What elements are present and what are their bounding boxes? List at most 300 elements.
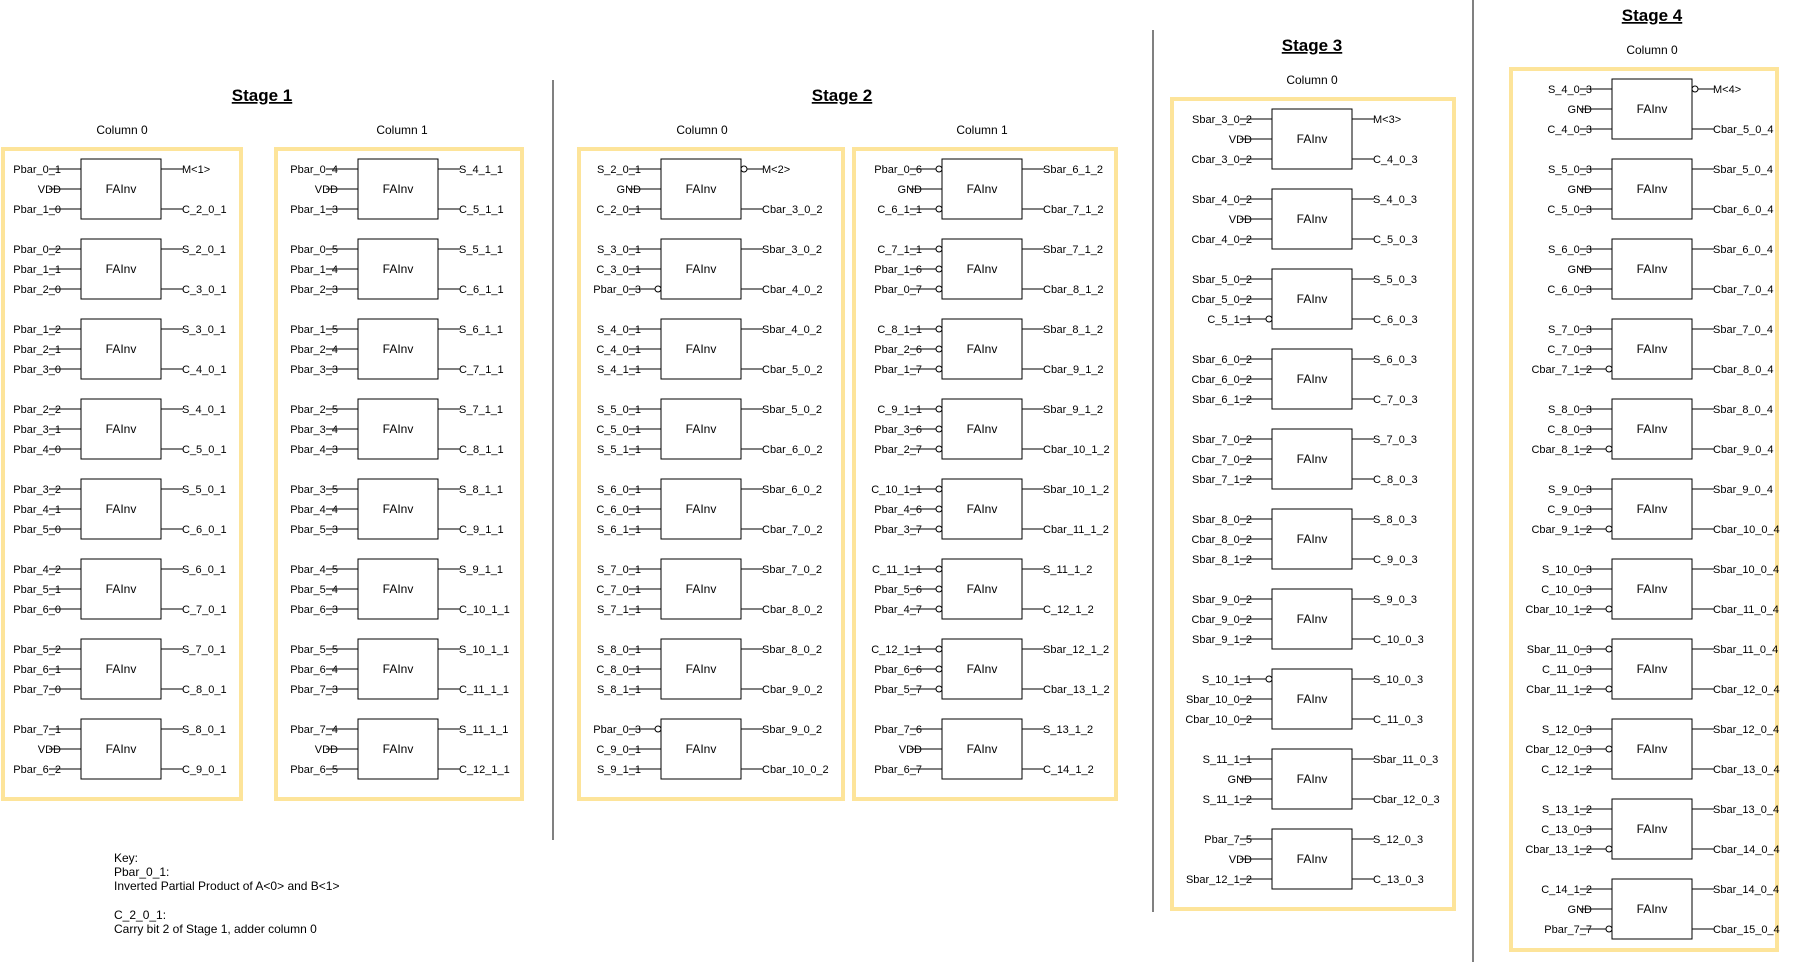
adder-block xyxy=(596,639,822,699)
input-label: Pbar_3_1 xyxy=(13,424,61,436)
input-label: Sbar_6_0_2 xyxy=(1192,354,1252,366)
input-label: Pbar_4_7 xyxy=(874,604,922,616)
adder-label: FAInv xyxy=(105,422,137,436)
input-label: S_6_1_1 xyxy=(596,524,641,536)
adder-label: FAInv xyxy=(1636,102,1668,116)
adder-block xyxy=(874,159,1103,219)
input-label: Pbar_0_1 xyxy=(13,164,61,176)
output-label: S_8_0_3 xyxy=(1373,514,1418,526)
input-label: VDD xyxy=(1228,134,1252,146)
inversion-bubble xyxy=(936,286,942,292)
output-label: Sbar_8_1_2 xyxy=(1043,324,1103,336)
adder-block xyxy=(1191,429,1417,489)
input-label: Pbar_6_7 xyxy=(874,764,922,776)
adder-block xyxy=(1191,189,1417,249)
input-label: C_5_1_1 xyxy=(1207,314,1252,326)
adder-block xyxy=(290,399,503,459)
output-label: S_9_0_3 xyxy=(1373,594,1418,606)
input-label: Pbar_4_0 xyxy=(13,444,61,456)
output-label: Sbar_6_1_2 xyxy=(1043,164,1103,176)
input-label: Pbar_7_5 xyxy=(1204,834,1252,846)
input-label: S_6_0_1 xyxy=(596,484,641,496)
stage-title-1: Stage 1 xyxy=(231,86,293,105)
input-label: Pbar_2_2 xyxy=(13,404,61,416)
output-label: C_7_0_1 xyxy=(182,604,227,616)
input-label: Cbar_10_1_2 xyxy=(1525,604,1592,616)
input-label: Pbar_0_7 xyxy=(874,284,922,296)
output-label: S_11_1_2 xyxy=(1043,564,1093,576)
inversion-bubble xyxy=(1266,316,1272,322)
adder-block xyxy=(1525,799,1779,859)
input-label: Sbar_5_0_2 xyxy=(1192,274,1252,286)
input-label: C_13_0_3 xyxy=(1541,824,1592,836)
output-label: C_6_0_1 xyxy=(182,524,227,536)
output-label: Sbar_8_0_2 xyxy=(762,644,822,656)
input-label: Pbar_4_3 xyxy=(290,444,338,456)
adder-block xyxy=(874,399,1109,459)
adder-block xyxy=(1191,269,1417,329)
input-label: Pbar_4_1 xyxy=(13,504,61,516)
input-label: Sbar_11_0_3 xyxy=(1526,644,1592,656)
adder-label: FAInv xyxy=(1296,852,1328,866)
adder-label: FAInv xyxy=(1636,422,1668,436)
adder-block xyxy=(1191,349,1417,409)
stage-title-3: Stage 3 xyxy=(1281,36,1343,55)
adder-block xyxy=(596,399,822,459)
inversion-bubble xyxy=(936,366,942,372)
input-label: S_7_1_1 xyxy=(596,604,641,616)
output-label: C_8_1_1 xyxy=(459,444,504,456)
input-label: C_8_1_1 xyxy=(877,324,922,336)
output-label: Sbar_10_1_2 xyxy=(1043,484,1110,496)
input-label: Sbar_3_0_2 xyxy=(1192,114,1252,126)
adder-label: FAInv xyxy=(1636,902,1668,916)
output-label: S_10_1_1 xyxy=(459,644,510,656)
adder-block xyxy=(596,319,822,379)
input-label: Pbar_6_5 xyxy=(290,764,338,776)
inversion-bubble xyxy=(936,206,942,212)
input-label: Cbar_11_1_2 xyxy=(1526,684,1592,696)
output-label: Sbar_3_0_2 xyxy=(762,244,822,256)
inversion-bubble xyxy=(936,406,942,412)
adder-label: FAInv xyxy=(685,342,717,356)
inversion-bubble xyxy=(936,646,942,652)
adder-block xyxy=(1203,749,1440,809)
input-label: Sbar_8_1_2 xyxy=(1192,554,1252,566)
input-label: Sbar_8_0_2 xyxy=(1192,514,1252,526)
input-label: C_8_0_1 xyxy=(596,664,641,676)
stage-headers xyxy=(96,6,1682,137)
stage-title-4: Stage 4 xyxy=(1621,6,1683,25)
adder-block xyxy=(290,319,503,379)
inversion-bubble xyxy=(936,166,942,172)
input-label: C_8_0_3 xyxy=(1547,424,1592,436)
adder-label: FAInv xyxy=(382,342,414,356)
input-label: C_5_0_3 xyxy=(1547,204,1592,216)
input-label: Pbar_6_4 xyxy=(290,664,338,676)
input-label: S_5_1_1 xyxy=(596,444,641,456)
output-label: Cbar_11_0_4 xyxy=(1713,604,1779,616)
input-label: Pbar_6_0 xyxy=(13,604,61,616)
input-label: Pbar_3_0 xyxy=(13,364,61,376)
adder-block xyxy=(593,719,828,779)
stage-title-2: Stage 2 xyxy=(811,86,873,105)
input-label: GND xyxy=(1567,184,1592,196)
adder-label: FAInv xyxy=(1636,502,1668,516)
stage-2-column-title-1: Column 1 xyxy=(956,123,1008,137)
output-label: S_8_0_1 xyxy=(182,724,227,736)
inversion-bubble xyxy=(936,446,942,452)
adder-block xyxy=(1547,239,1773,299)
input-label: Pbar_3_6 xyxy=(874,424,922,436)
stage-3-column-title-0: Column 0 xyxy=(1286,73,1338,87)
adder-label: FAInv xyxy=(1636,662,1668,676)
input-label: Pbar_1_3 xyxy=(290,204,338,216)
input-label: GND xyxy=(1567,904,1592,916)
output-label: Sbar_9_1_2 xyxy=(1043,404,1103,416)
adder-label: FAInv xyxy=(382,262,414,276)
input-label: GND xyxy=(616,184,641,196)
output-label: Cbar_10_0_4 xyxy=(1713,524,1780,536)
output-label: Sbar_6_0_4 xyxy=(1713,244,1773,256)
adder-label: FAInv xyxy=(966,342,998,356)
input-label: Sbar_9_1_2 xyxy=(1192,634,1252,646)
input-label: VDD xyxy=(1228,214,1252,226)
adder-block xyxy=(1547,79,1773,139)
adder-block xyxy=(1526,639,1780,699)
key-heading: Key: xyxy=(114,851,139,865)
inversion-bubble xyxy=(1606,686,1612,692)
input-label: Pbar_7_0 xyxy=(13,684,61,696)
adder-label: FAInv xyxy=(685,262,717,276)
output-label: Cbar_7_1_2 xyxy=(1043,204,1104,216)
input-label: Sbar_6_1_2 xyxy=(1192,394,1252,406)
adder-block xyxy=(1191,509,1417,569)
adder-block xyxy=(290,719,510,779)
input-label: Pbar_0_2 xyxy=(13,244,61,256)
output-label: C_3_0_1 xyxy=(182,284,227,296)
adder-block xyxy=(13,559,226,619)
output-label: Cbar_8_0_4 xyxy=(1713,364,1774,376)
input-label: Pbar_4_6 xyxy=(874,504,922,516)
inversion-bubble xyxy=(655,286,661,292)
input-label: S_9_0_3 xyxy=(1547,484,1592,496)
inversion-bubble xyxy=(1606,926,1612,932)
output-label: C_10_0_3 xyxy=(1373,634,1424,646)
adder-label: FAInv xyxy=(966,262,998,276)
output-label: Sbar_13_0_4 xyxy=(1713,804,1780,816)
output-label: S_10_0_3 xyxy=(1373,674,1424,686)
input-label: S_2_0_1 xyxy=(596,164,641,176)
output-label: Sbar_10_0_4 xyxy=(1713,564,1780,576)
output-label: C_6_1_1 xyxy=(459,284,504,296)
output-label: Sbar_11_0_4 xyxy=(1713,644,1779,656)
input-label: Cbar_9_1_2 xyxy=(1531,524,1592,536)
output-label: C_11_0_3 xyxy=(1373,714,1423,726)
input-label: Pbar_7_6 xyxy=(874,724,922,736)
inversion-bubble xyxy=(1606,366,1612,372)
output-label: S_8_1_1 xyxy=(459,484,504,496)
key-term-1: Pbar_0_1: xyxy=(114,865,170,879)
input-label: Pbar_0_5 xyxy=(290,244,338,256)
input-label: VDD xyxy=(314,184,338,196)
adder-block xyxy=(596,559,822,619)
output-label: C_4_0_1 xyxy=(182,364,227,376)
input-label: Pbar_0_4 xyxy=(290,164,338,176)
output-label: S_11_1_1 xyxy=(459,724,509,736)
input-label: S_7_0_1 xyxy=(596,564,641,576)
adder-block xyxy=(13,319,226,379)
adder-block xyxy=(1531,479,1779,539)
output-label: S_7_1_1 xyxy=(459,404,504,416)
input-label: Pbar_3_7 xyxy=(874,524,922,536)
input-label: C_6_0_1 xyxy=(596,504,641,516)
output-label: Sbar_9_0_2 xyxy=(762,724,822,736)
adder-label: FAInv xyxy=(685,182,717,196)
adder-block xyxy=(872,559,1094,619)
input-label: Pbar_6_6 xyxy=(874,664,922,676)
input-label: Pbar_3_5 xyxy=(290,484,338,496)
output-label: C_7_0_3 xyxy=(1373,394,1418,406)
input-label: Sbar_7_0_2 xyxy=(1192,434,1252,446)
input-label: S_8_1_1 xyxy=(596,684,641,696)
output-label: Sbar_12_1_2 xyxy=(1043,644,1110,656)
adder-label: FAInv xyxy=(1296,612,1328,626)
output-label: Sbar_7_1_2 xyxy=(1043,244,1103,256)
output-label: Sbar_14_0_4 xyxy=(1713,884,1780,896)
adder-block xyxy=(1191,589,1423,649)
adder-label: FAInv xyxy=(966,422,998,436)
inversion-bubble xyxy=(741,166,747,172)
input-label: C_11_1_1 xyxy=(872,564,922,576)
input-label: S_11_1_1 xyxy=(1202,754,1252,766)
input-label: Cbar_7_1_2 xyxy=(1531,364,1592,376)
adder-block xyxy=(874,319,1103,379)
adder-block xyxy=(1191,109,1417,169)
output-label: C_6_0_3 xyxy=(1373,314,1418,326)
output-label: C_2_0_1 xyxy=(182,204,227,216)
adder-block xyxy=(871,479,1109,539)
output-label: Cbar_8_1_2 xyxy=(1043,284,1104,296)
input-label: Pbar_5_0 xyxy=(13,524,61,536)
inversion-bubble xyxy=(1606,446,1612,452)
adder-label: FAInv xyxy=(382,742,414,756)
inversion-bubble xyxy=(1606,746,1612,752)
adder-label: FAInv xyxy=(382,422,414,436)
output-label: Cbar_3_0_2 xyxy=(762,204,823,216)
input-label: GND xyxy=(1567,264,1592,276)
input-label: Pbar_2_0 xyxy=(13,284,61,296)
input-label: S_8_0_3 xyxy=(1547,404,1592,416)
input-label: Pbar_5_3 xyxy=(290,524,338,536)
input-label: C_6_1_1 xyxy=(877,204,922,216)
output-label: M<2> xyxy=(762,164,791,176)
input-label: Pbar_7_1 xyxy=(13,724,61,736)
input-label: Pbar_0_3 xyxy=(593,284,641,296)
output-label: S_4_1_1 xyxy=(459,164,504,176)
adder-label: FAInv xyxy=(105,742,137,756)
input-label: Cbar_7_0_2 xyxy=(1191,454,1252,466)
input-label: Pbar_0_6 xyxy=(874,164,922,176)
inversion-bubble xyxy=(936,666,942,672)
output-label: Cbar_10_0_2 xyxy=(762,764,829,776)
adder-block xyxy=(13,479,226,539)
input-label: Cbar_13_1_2 xyxy=(1525,844,1592,856)
input-label: Pbar_6_1 xyxy=(13,664,61,676)
adder-label: FAInv xyxy=(1296,772,1328,786)
input-label: VDD xyxy=(1228,854,1252,866)
input-label: S_8_0_1 xyxy=(596,644,641,656)
output-label: Cbar_14_0_4 xyxy=(1713,844,1780,856)
inversion-bubble xyxy=(936,346,942,352)
output-label: C_13_0_3 xyxy=(1373,874,1424,886)
adder-block xyxy=(290,159,503,219)
input-label: Pbar_5_7 xyxy=(874,684,922,696)
inversion-bubble xyxy=(1692,86,1698,92)
output-label: C_14_1_2 xyxy=(1043,764,1094,776)
input-label: C_7_1_1 xyxy=(877,244,922,256)
adder-block xyxy=(290,639,509,699)
output-label: S_3_0_1 xyxy=(182,324,227,336)
input-label: C_9_0_3 xyxy=(1547,504,1592,516)
adder-block xyxy=(1525,719,1779,779)
input-label: S_3_0_1 xyxy=(596,244,641,256)
adder-label: FAInv xyxy=(105,182,137,196)
output-label: C_10_1_1 xyxy=(459,604,510,616)
input-label: Pbar_3_3 xyxy=(290,364,338,376)
adder-label: FAInv xyxy=(1636,742,1668,756)
input-label: C_12_1_2 xyxy=(1541,764,1592,776)
input-label: Pbar_1_2 xyxy=(13,324,61,336)
input-label: Cbar_4_0_2 xyxy=(1191,234,1252,246)
input-label: Pbar_7_4 xyxy=(290,724,338,736)
input-label: Pbar_4_5 xyxy=(290,564,338,576)
adder-block xyxy=(1525,559,1779,619)
input-label: Pbar_4_2 xyxy=(13,564,61,576)
output-label: S_9_1_1 xyxy=(459,564,504,576)
input-label: C_4_0_3 xyxy=(1547,124,1592,136)
output-label: Cbar_9_0_2 xyxy=(762,684,823,696)
input-label: Pbar_1_0 xyxy=(13,204,61,216)
output-label: Sbar_7_0_4 xyxy=(1713,324,1773,336)
adder-block xyxy=(13,239,226,299)
input-label: S_12_0_3 xyxy=(1541,724,1592,736)
inversion-bubble xyxy=(655,726,661,732)
input-label: S_7_0_3 xyxy=(1547,324,1592,336)
input-label: C_9_0_1 xyxy=(596,744,641,756)
adder-block xyxy=(290,559,510,619)
inversion-bubble xyxy=(936,486,942,492)
adder-block xyxy=(13,639,226,699)
output-label: M<3> xyxy=(1373,114,1402,126)
output-label: C_8_0_3 xyxy=(1373,474,1418,486)
input-label: Cbar_9_0_2 xyxy=(1191,614,1252,626)
input-label: Sbar_10_0_2 xyxy=(1185,694,1252,706)
output-label: Sbar_6_0_2 xyxy=(762,484,822,496)
adder-block xyxy=(1185,669,1423,729)
output-label: C_5_0_1 xyxy=(182,444,227,456)
adder-label: FAInv xyxy=(382,582,414,596)
input-label: Cbar_12_0_3 xyxy=(1525,744,1592,756)
input-label: S_11_1_2 xyxy=(1202,794,1252,806)
output-label: Sbar_4_0_2 xyxy=(762,324,822,336)
adder-block xyxy=(593,239,822,299)
input-label: Pbar_2_3 xyxy=(290,284,338,296)
output-label: S_7_0_1 xyxy=(182,644,227,656)
output-label: S_4_0_3 xyxy=(1373,194,1418,206)
input-label: Pbar_2_6 xyxy=(874,344,922,356)
adder-label: FAInv xyxy=(1296,532,1328,546)
adder-label: FAInv xyxy=(1296,372,1328,386)
output-label: Sbar_8_0_4 xyxy=(1713,404,1773,416)
adder-label: FAInv xyxy=(685,502,717,516)
inversion-bubble xyxy=(936,586,942,592)
output-label: S_13_1_2 xyxy=(1043,724,1094,736)
adder-label: FAInv xyxy=(105,342,137,356)
input-label: Pbar_2_7 xyxy=(874,444,922,456)
input-label: S_9_1_1 xyxy=(596,764,641,776)
adder-block xyxy=(13,399,226,459)
inversion-bubble xyxy=(936,246,942,252)
input-label: Pbar_6_2 xyxy=(13,764,61,776)
input-label: Pbar_2_5 xyxy=(290,404,338,416)
stage-1-column-title-0: Column 0 xyxy=(96,123,148,137)
input-label: GND xyxy=(897,184,922,196)
inversion-bubble xyxy=(936,606,942,612)
input-label: Cbar_8_1_2 xyxy=(1531,444,1592,456)
input-label: Cbar_3_0_2 xyxy=(1191,154,1252,166)
output-label: Cbar_9_1_2 xyxy=(1043,364,1104,376)
input-label: C_6_0_3 xyxy=(1547,284,1592,296)
output-label: Sbar_11_0_3 xyxy=(1373,754,1439,766)
adder-label: FAInv xyxy=(966,182,998,196)
adder-label: FAInv xyxy=(685,582,717,596)
inversion-bubble xyxy=(936,526,942,532)
input-label: Pbar_6_3 xyxy=(290,604,338,616)
output-label: S_2_0_1 xyxy=(182,244,227,256)
input-label: Cbar_8_0_2 xyxy=(1191,534,1252,546)
output-label: S_5_0_1 xyxy=(182,484,227,496)
adder-label: FAInv xyxy=(966,582,998,596)
adder-block xyxy=(13,719,226,779)
output-label: Cbar_7_0_2 xyxy=(762,524,823,536)
adder-label: FAInv xyxy=(966,502,998,516)
output-label: Cbar_6_0_4 xyxy=(1713,204,1774,216)
inversion-bubble xyxy=(936,506,942,512)
adder-block xyxy=(13,159,226,219)
adder-block xyxy=(1541,879,1779,939)
adder-block xyxy=(1186,829,1424,889)
stage-2-column-title-0: Column 0 xyxy=(676,123,728,137)
output-label: M<4> xyxy=(1713,84,1742,96)
output-label: C_8_0_1 xyxy=(182,684,227,696)
adder-label: FAInv xyxy=(105,262,137,276)
input-label: C_12_1_1 xyxy=(871,644,922,656)
input-label: Pbar_5_1 xyxy=(13,584,61,596)
input-label: GND xyxy=(1227,774,1252,786)
input-label: C_10_0_3 xyxy=(1541,584,1592,596)
output-label: Cbar_6_0_2 xyxy=(762,444,823,456)
input-label: S_4_0_1 xyxy=(596,324,641,336)
input-label: C_5_0_1 xyxy=(596,424,641,436)
input-label: Sbar_9_0_2 xyxy=(1192,594,1252,606)
adder-label: FAInv xyxy=(105,662,137,676)
input-label: C_3_0_1 xyxy=(596,264,641,276)
stage-1-column-title-1: Column 1 xyxy=(376,123,428,137)
input-label: C_11_0_3 xyxy=(1542,664,1592,676)
adder-label: FAInv xyxy=(966,662,998,676)
input-label: C_7_0_1 xyxy=(596,584,641,596)
